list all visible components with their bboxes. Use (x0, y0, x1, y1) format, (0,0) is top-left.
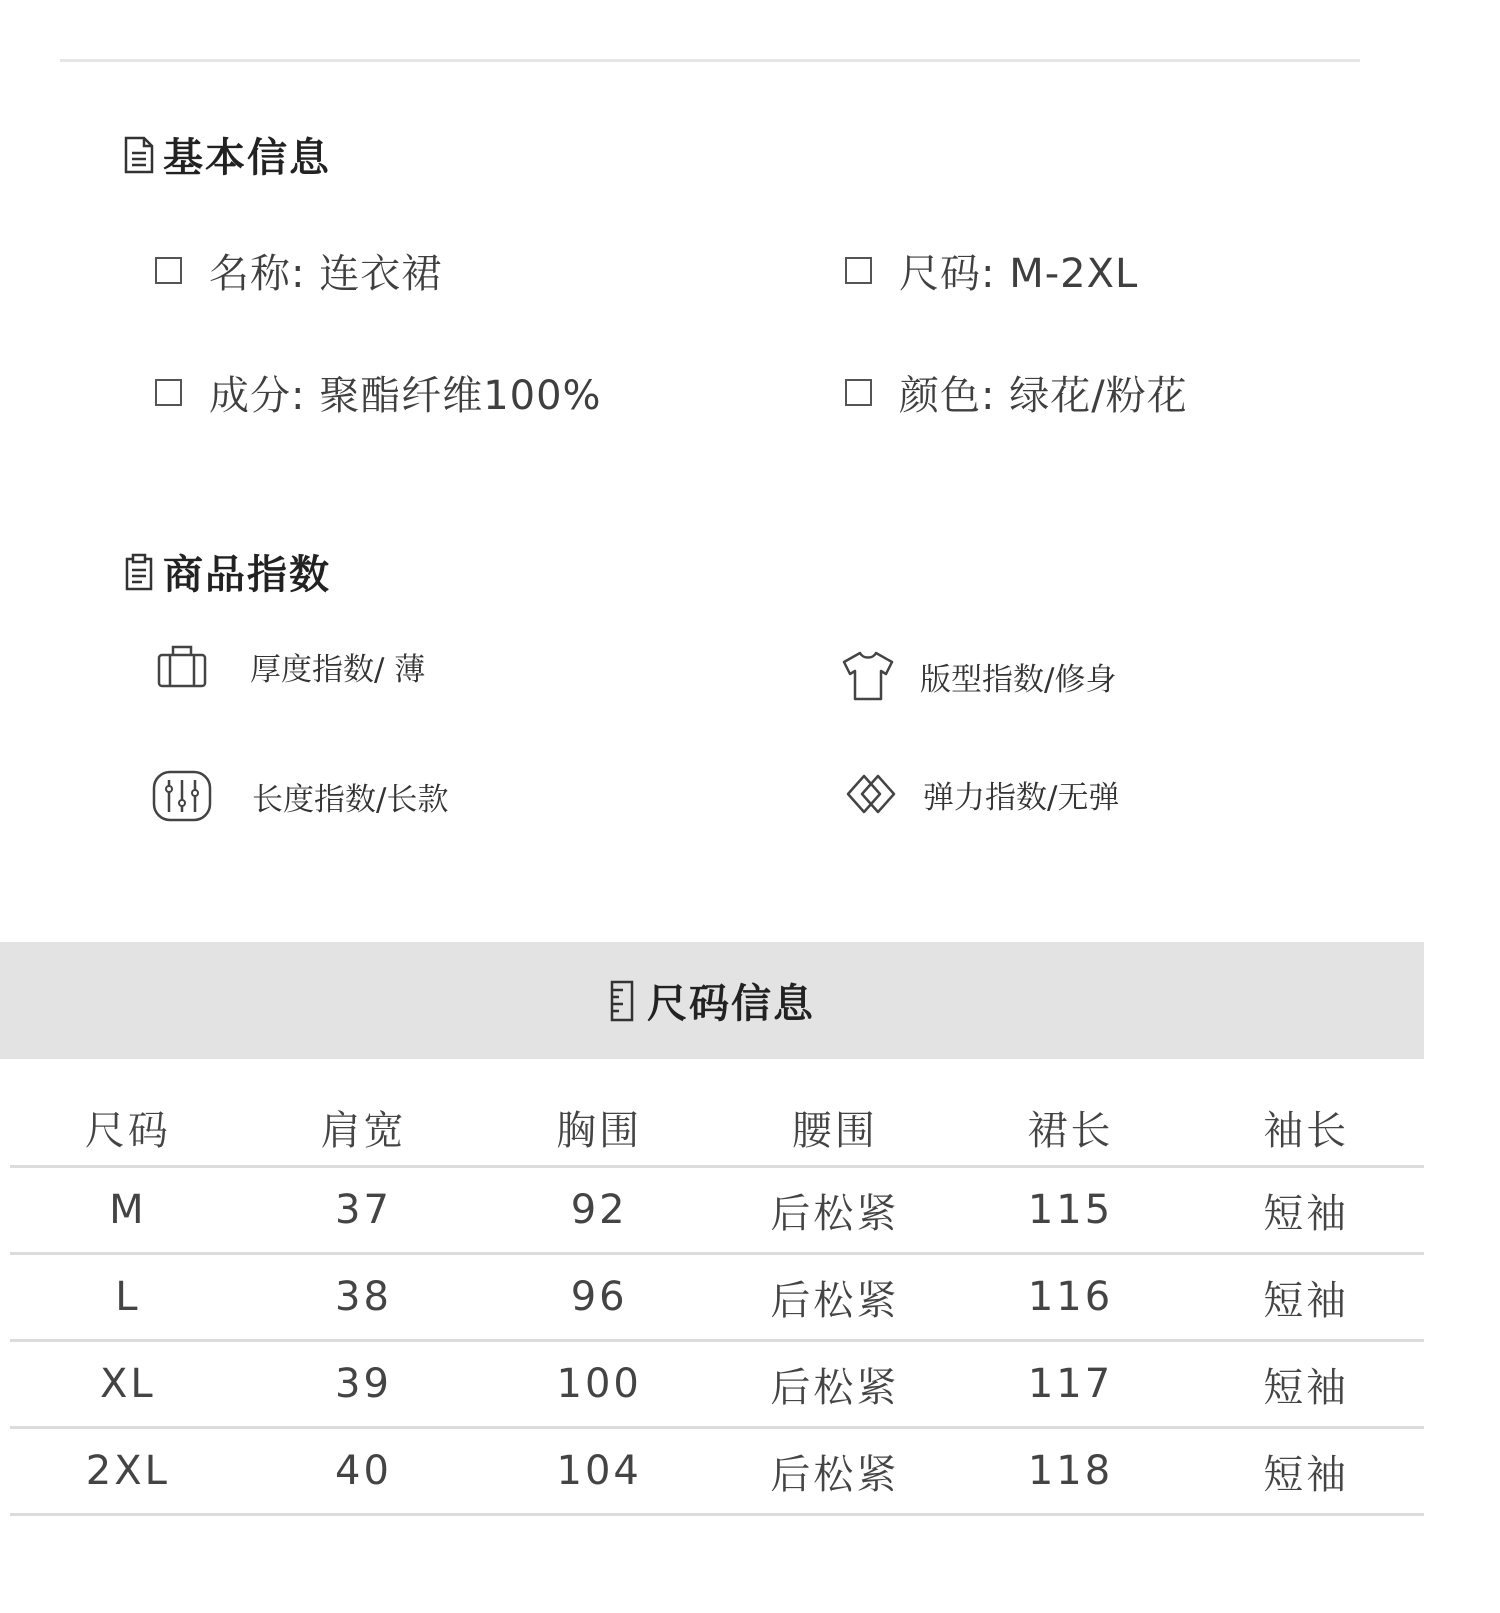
info-item-label: 成分: 聚酯纤维100% (209, 373, 602, 419)
table-cell: 短袖 (1263, 1190, 1350, 1237)
table-cell: 100 (556, 1361, 642, 1407)
ruler-icon (609, 979, 635, 1023)
info-item-name (155, 242, 442, 299)
info-item-material (155, 364, 602, 421)
table-cell: 37 (335, 1187, 392, 1233)
size-info-title-text: 尺码信息 (647, 981, 815, 1027)
checkbox-icon (845, 379, 872, 406)
table-cell: 后松紧 (770, 1451, 900, 1498)
table-header-cell: 裙长 (1027, 1108, 1114, 1154)
info-item-label: 名称: 连衣裙 (209, 251, 443, 297)
table-cell: 38 (335, 1274, 392, 1320)
size-info-title (609, 972, 815, 1029)
table-cell: 115 (1027, 1187, 1114, 1233)
table-header-cell: 肩宽 (320, 1108, 407, 1154)
table-row (10, 1342, 1424, 1429)
table-cell: 后松紧 (770, 1364, 900, 1411)
index-item-length (150, 768, 448, 824)
info-item-color (845, 364, 1188, 421)
table-cell: 短袖 (1263, 1451, 1350, 1498)
index-item-label: 弹力指数/无弹 (923, 779, 1120, 816)
table-row (10, 1168, 1424, 1255)
clipboard-icon (123, 553, 155, 591)
index-item-label: 长度指数/长款 (252, 781, 449, 818)
table-cell: XL (99, 1361, 156, 1407)
index-item-thickness (152, 640, 425, 692)
info-item-size (845, 242, 1138, 299)
checkbox-icon (155, 257, 182, 284)
product-index-title-text: 商品指数 (163, 552, 331, 598)
tshirt-icon (838, 648, 898, 704)
info-item-label: 尺码: M-2XL (899, 251, 1139, 297)
table-row (10, 1429, 1424, 1516)
table-cell: M (109, 1187, 147, 1233)
table-cell: L (115, 1274, 141, 1320)
stretch-diamond-icon (843, 770, 899, 818)
table-cell: 92 (570, 1187, 628, 1233)
table-header-row (10, 1090, 1424, 1168)
table-cell: 短袖 (1263, 1277, 1350, 1324)
table-cell: 2XL (85, 1448, 170, 1494)
table-cell: 39 (335, 1361, 392, 1407)
table-cell: 96 (570, 1274, 628, 1320)
index-item-label: 厚度指数/ 薄 (250, 651, 426, 688)
size-table (10, 1090, 1424, 1516)
ruler-length-icon (150, 768, 214, 824)
index-item-fit (838, 648, 1116, 704)
table-cell: 短袖 (1263, 1364, 1350, 1411)
size-info-header-band (0, 942, 1424, 1059)
table-cell: 117 (1027, 1361, 1114, 1407)
info-item-label: 颜色: 绿花/粉花 (899, 373, 1188, 419)
product-index-title (123, 543, 331, 600)
document-icon (123, 136, 155, 174)
index-item-label: 版型指数/修身 (920, 661, 1117, 698)
table-row (10, 1255, 1424, 1342)
table-cell: 104 (556, 1448, 642, 1494)
bag-icon (152, 640, 212, 692)
table-header-cell: 腰围 (791, 1108, 878, 1154)
table-cell: 后松紧 (770, 1190, 900, 1237)
index-item-stretch (843, 770, 1119, 818)
table-cell: 后松紧 (770, 1277, 900, 1324)
checkbox-icon (845, 257, 872, 284)
basic-info-title-text: 基本信息 (163, 135, 331, 181)
top-divider (60, 59, 1360, 62)
table-cell: 118 (1027, 1448, 1114, 1494)
table-cell: 116 (1027, 1274, 1114, 1320)
table-header-cell: 尺码 (84, 1108, 171, 1154)
table-header-cell: 胸围 (556, 1108, 643, 1154)
table-header-cell: 袖长 (1263, 1108, 1350, 1154)
basic-info-title (123, 126, 331, 183)
table-cell: 40 (335, 1448, 392, 1494)
checkbox-icon (155, 379, 182, 406)
